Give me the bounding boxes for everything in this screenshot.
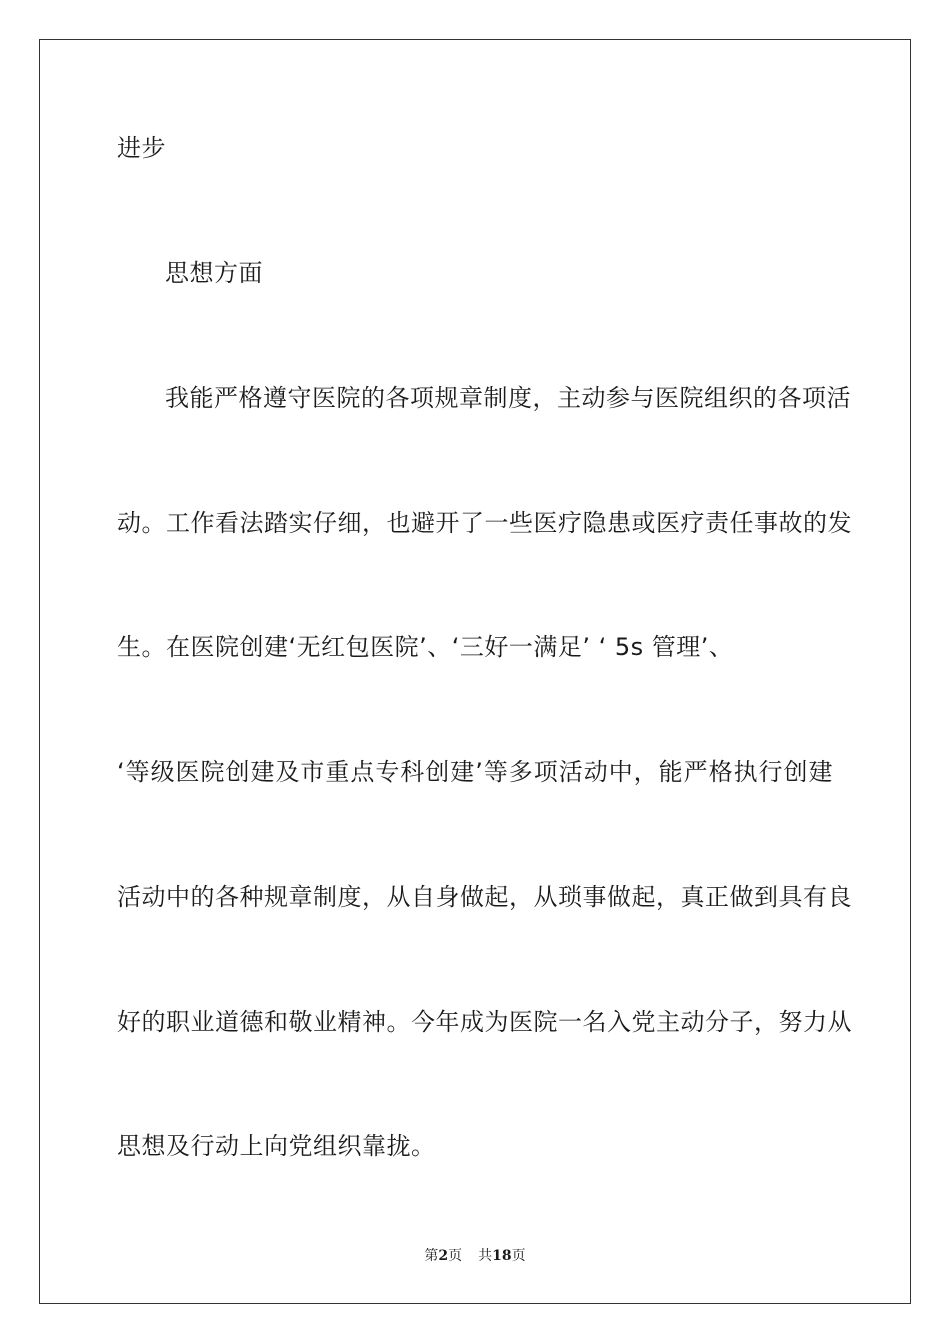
page-suffix: 页 (448, 1248, 463, 1264)
body-text-line: 我能严格遵守医院的各项规章制度，主动参与医院组织的各项活 (165, 384, 851, 412)
total-prefix: 共 (478, 1248, 493, 1264)
page-border (39, 39, 911, 1304)
total-suffix: 页 (511, 1248, 526, 1264)
page-number: 2 (438, 1248, 449, 1264)
body-text-line: 进步 (117, 134, 166, 162)
body-text-line: 思想及行动上向党组织靠拢。 (117, 1132, 436, 1160)
page-footer (0, 1247, 950, 1265)
body-text-line: ‘等级医院创建及市重点专科创建’等多项活动中，能严格执行创建 (117, 758, 833, 786)
body-text-line: 生。在医院创建‘无红包医院’、‘三好一满足’ ‘ 5s 管理’、 (117, 633, 734, 661)
section-heading: 思想方面 (165, 259, 263, 287)
body-text-line: 活动中的各种规章制度，从自身做起，从琐事做起，真正做到具有良 (117, 883, 852, 911)
page-prefix: 第 (424, 1248, 439, 1264)
body-text-line: 好的职业道德和敬业精神。今年成为医院一名入党主动分子，努力从 (117, 1008, 852, 1036)
total-pages: 18 (492, 1248, 512, 1264)
body-text-line: 动。工作看法踏实仔细，也避开了一些医疗隐患或医疗责任事故的发 (117, 509, 852, 537)
